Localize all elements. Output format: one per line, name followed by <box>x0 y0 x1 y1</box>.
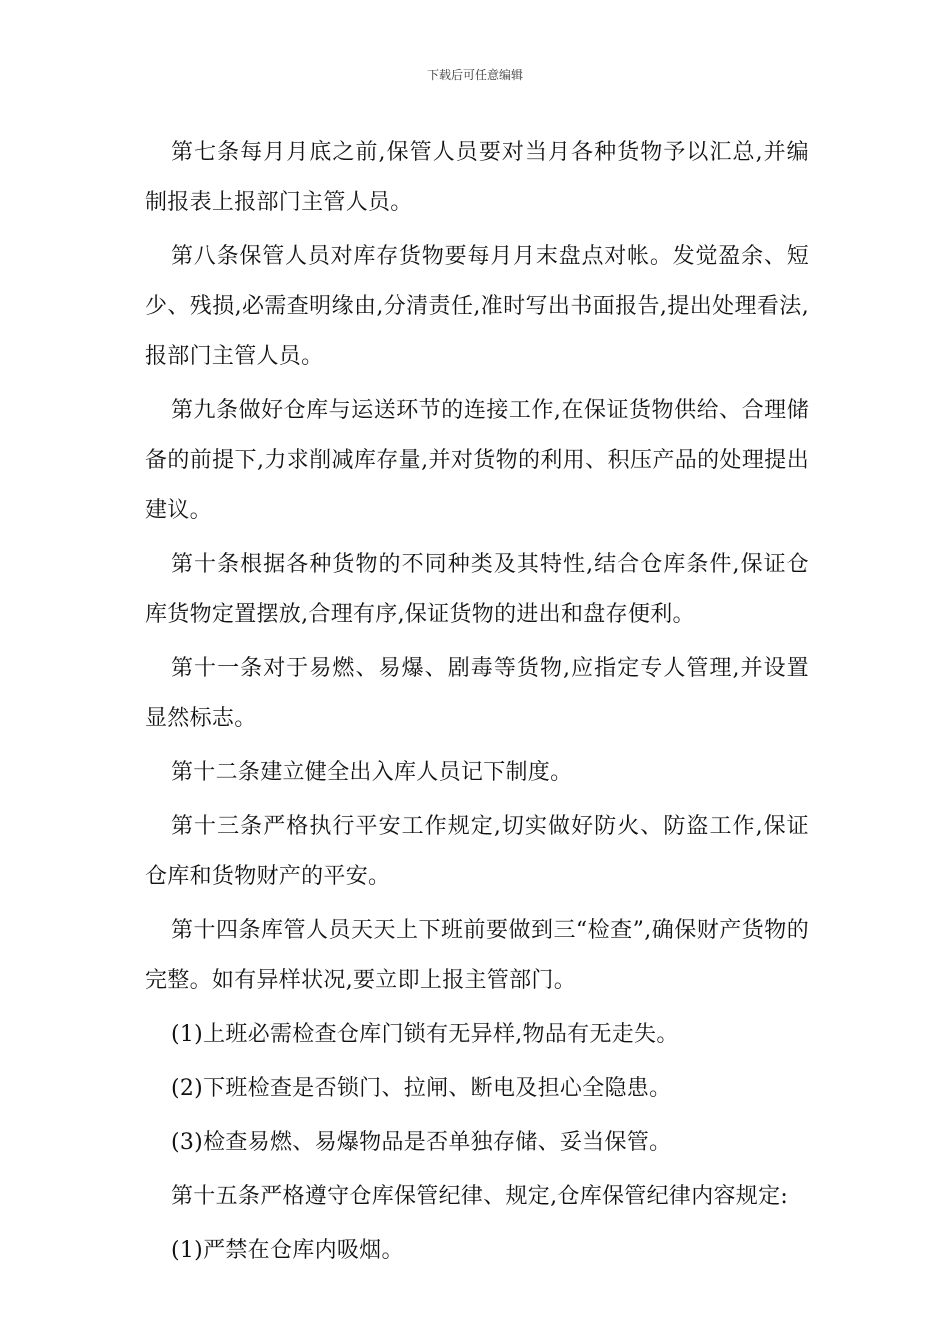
paragraph-article-14: 第十四条库管人员天天上下班前要做到三“检查”,确保财产货物的完整。如有异样状况,要立即上报主管部门。 <box>145 918 809 993</box>
paragraph-article-13: 第十三条严格执行平安工作规定,切实做好防火、防盗工作,保证仓库和货物财产的平安。 <box>145 814 809 889</box>
list-item-14-2: (2)下班检查是否锁门、拉闸、断电及担心全隐患。 <box>171 1076 672 1101</box>
paragraph-article-11: 第十一条对于易燃、易爆、剧毒等货物,应指定专人管理,并设置显然标志。 <box>145 656 809 731</box>
list-item-14-1: (1)上班必需检查仓库门锁有无异样,物品有无走失。 <box>171 1022 679 1047</box>
paragraph-article-12: 第十二条建立健全出入库人员记下制度。 <box>171 760 573 785</box>
paragraph-article-7: 第七条每月月底之前,保管人员要对当月各种货物予以汇总,并编制报表上报部门主管人员。 <box>145 140 809 215</box>
paragraph-article-8: 第八条保管人员对库存货物要每月月末盘点对帐。发觉盈余、短少、残损,必需查明缘由,分清责任,准时写出书面报告,提出处理看法,报部门主管人员。 <box>145 244 809 369</box>
document-body <box>145 128 809 1280</box>
paragraph-article-10: 第十条根据各种货物的不同种类及其特性,结合仓库条件,保证仓库货物定置摆放,合理有序,保证货物的进出和盘存便利。 <box>145 552 809 627</box>
page-header: 下载后可任意编辑 <box>426 68 523 82</box>
list-item-14-3: (3)检查易燃、易爆物品是否单独存储、妥当保管。 <box>171 1130 672 1155</box>
paragraph-article-9: 第九条做好仓库与运送环节的连接工作,在保证货物供给、合理储备的前提下,力求削减库存量,并对货物的利用、积压产品的处理提出建议。 <box>145 398 809 523</box>
paragraph-article-15: 第十五条严格遵守仓库保管纪律、规定,仓库保管纪律内容规定: <box>171 1184 789 1209</box>
list-item-15-1: (1)严禁在仓库内吸烟。 <box>171 1238 404 1263</box>
